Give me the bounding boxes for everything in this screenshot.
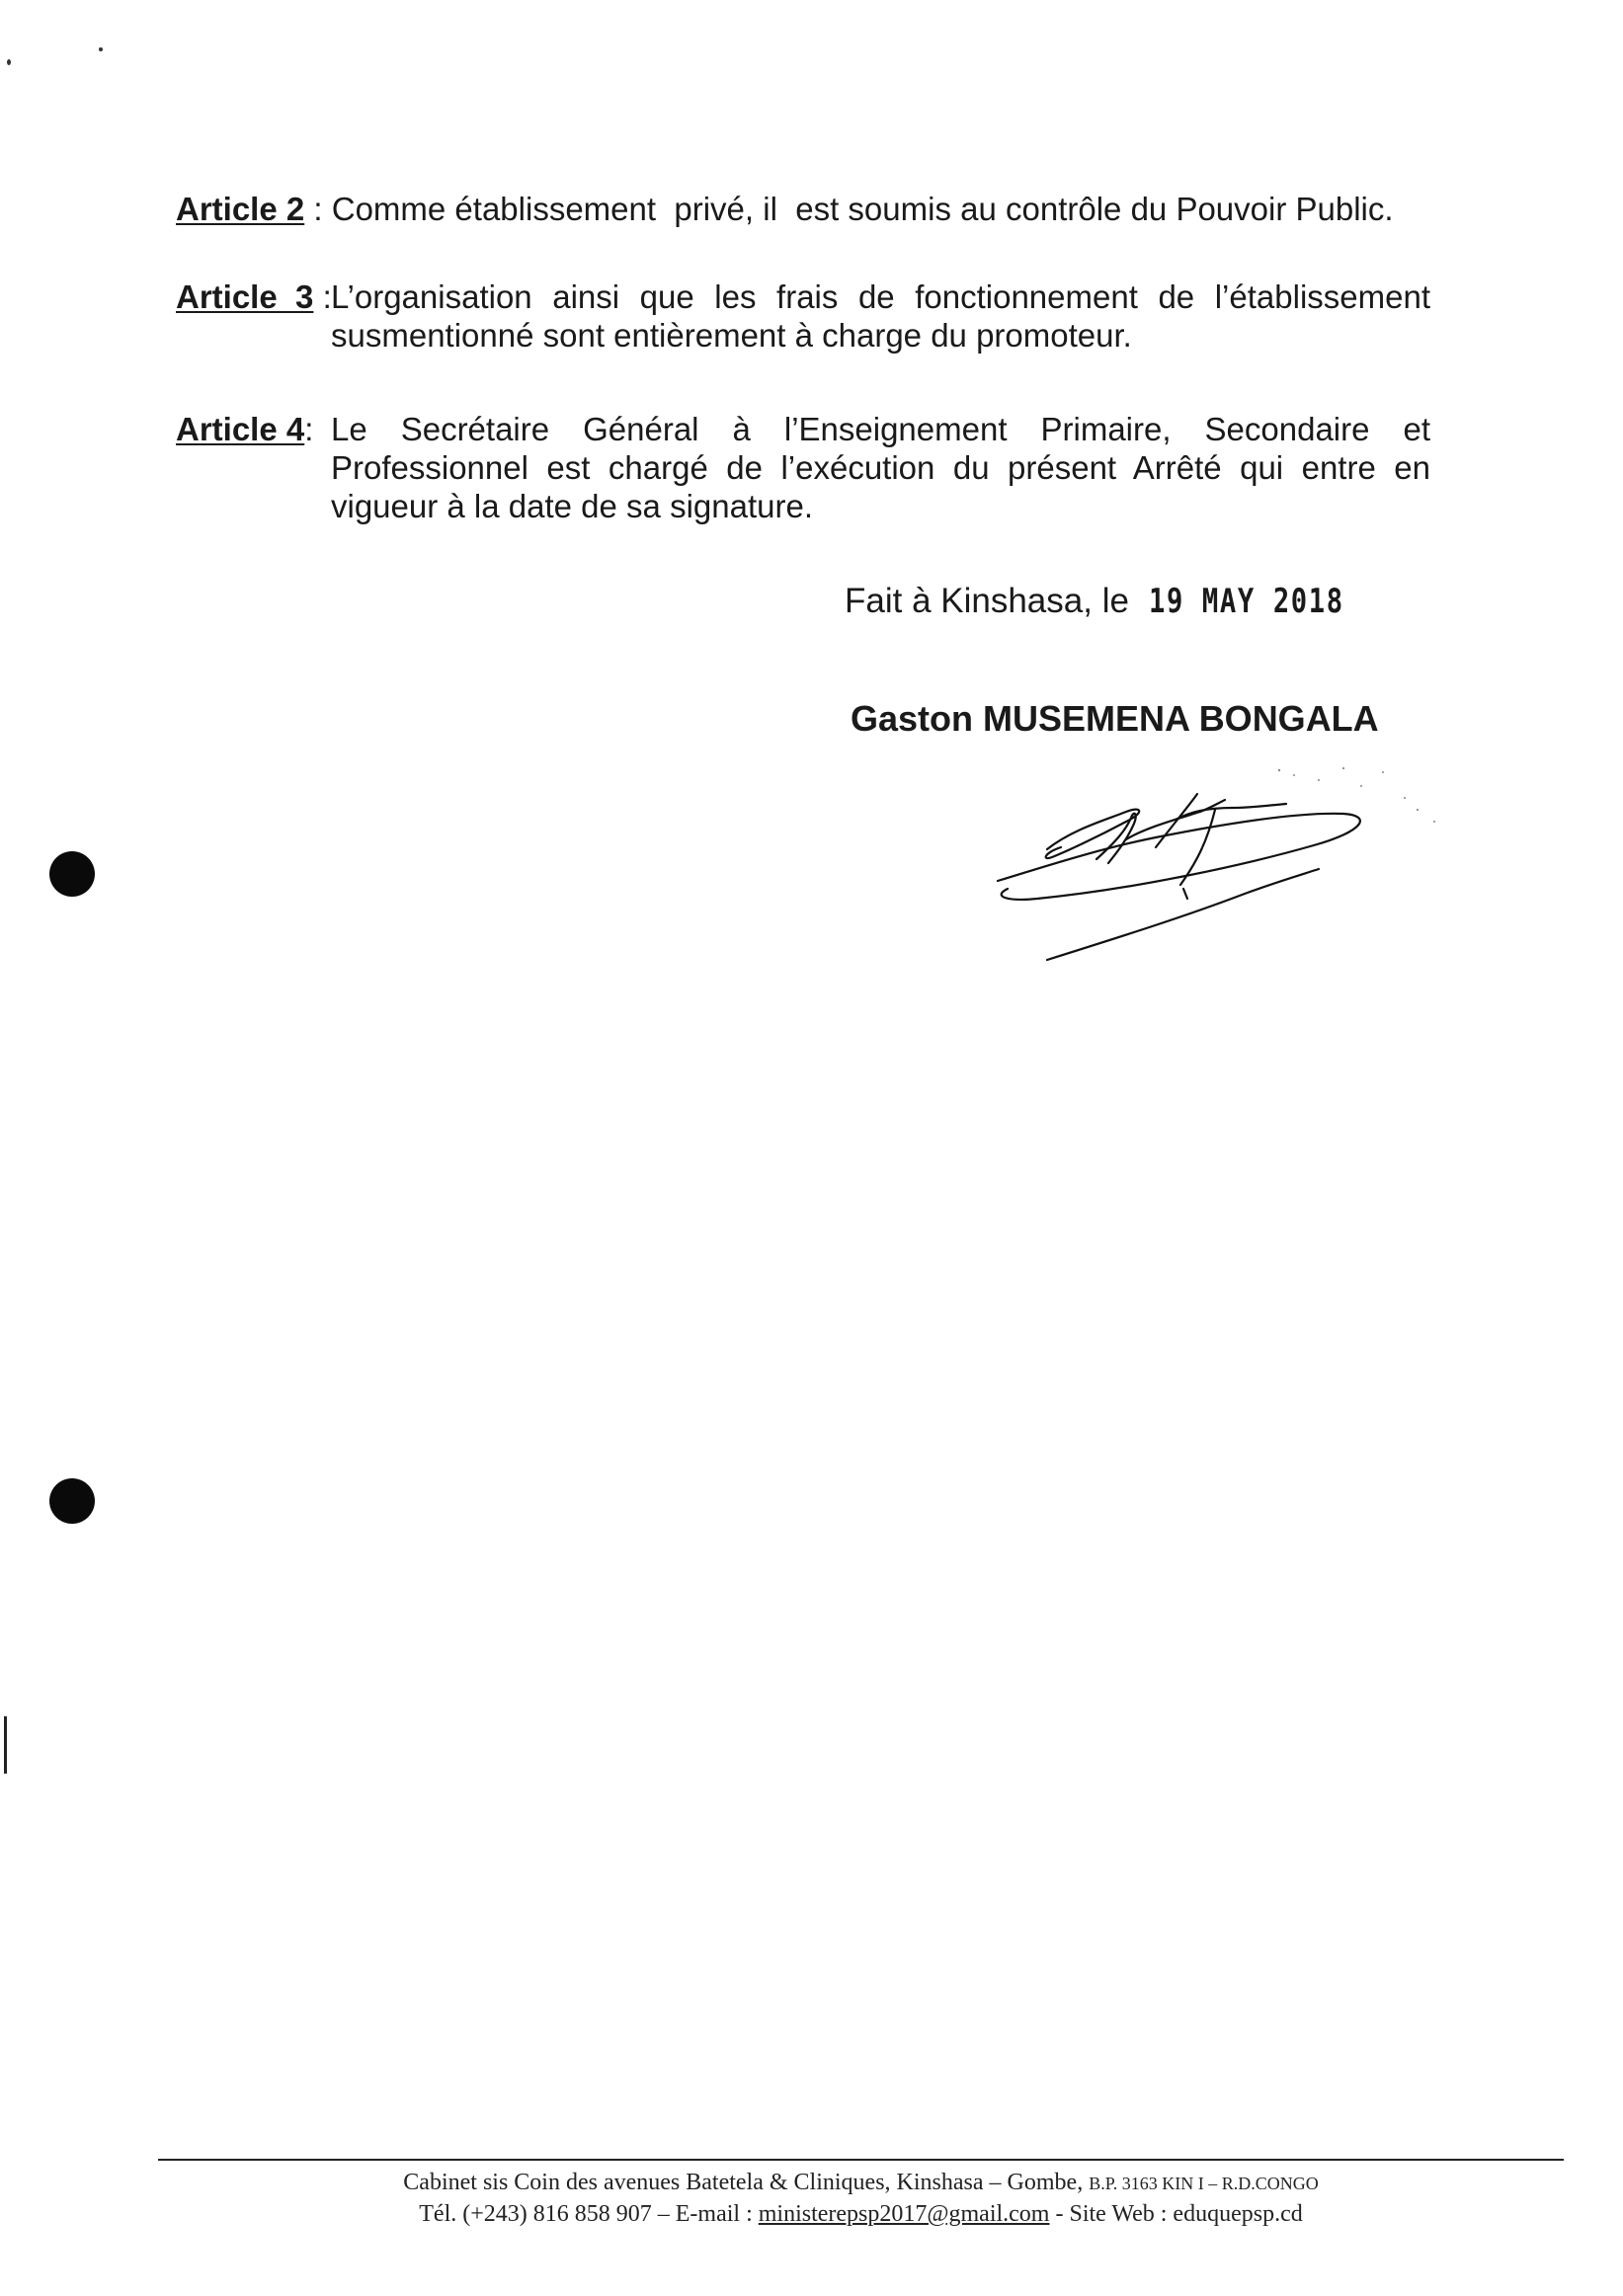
handwritten-signature <box>978 751 1472 968</box>
footer-postal-box: B.P. 3163 KIN I – R.D.CONGO <box>1089 2174 1319 2193</box>
place-prefix: Fait à Kinshasa, le <box>845 582 1129 620</box>
footer-line-contact <box>158 2199 1564 2230</box>
article-4 <box>176 410 1430 525</box>
article-label: Article 2 <box>176 191 305 227</box>
scan-speck <box>99 47 103 51</box>
footer-rule <box>158 2159 1564 2161</box>
footer <box>158 2168 1564 2230</box>
signatory-name: Gaston MUSEMENA BONGALA <box>851 698 1379 739</box>
date-stamp: 19 MAY 2018 <box>1148 582 1344 621</box>
article-separator: : <box>304 191 332 227</box>
article-label: Article 4 <box>176 411 305 447</box>
article-text: L’organisation ainsi que les frais de fonctionnement de l’établissement susmentionné sont entièrement à charge du promoteur. <box>331 278 1430 354</box>
punch-hole-bottom <box>49 1478 95 1524</box>
article-separator: : <box>313 278 332 315</box>
footer-website: - Site Web : eduquepsp.cd <box>1049 2201 1303 2227</box>
article-label: Article 3 <box>176 278 314 315</box>
footer-email-link[interactable]: ministerepsp2017@gmail.com <box>758 2201 1050 2227</box>
article-2 <box>176 190 1430 228</box>
article-text: Comme établissement privé, il est soumis au contrôle du Pouvoir Public. <box>331 191 1394 227</box>
footer-line-address <box>158 2168 1564 2199</box>
article-separator: : <box>304 411 323 447</box>
footer-address-text: Cabinet sis Coin des avenues Batetela & Cliniques, Kinshasa – Gombe, <box>403 2170 1090 2195</box>
punch-hole-top <box>49 851 95 897</box>
article-3 <box>176 277 1430 355</box>
scan-edge-line <box>4 1716 7 1774</box>
article-text: Le Secrétaire Général à l’Enseignement Primaire, Secondaire et Professionnel est chargé de l’exécution du présent Arrêté qui entre en vigueur à la date de sa signature. <box>331 411 1430 524</box>
scan-speck <box>7 59 11 65</box>
footer-phone: Tél. (+243) 816 858 907 – E-mail : <box>419 2201 759 2227</box>
place-date-line <box>845 582 1393 621</box>
